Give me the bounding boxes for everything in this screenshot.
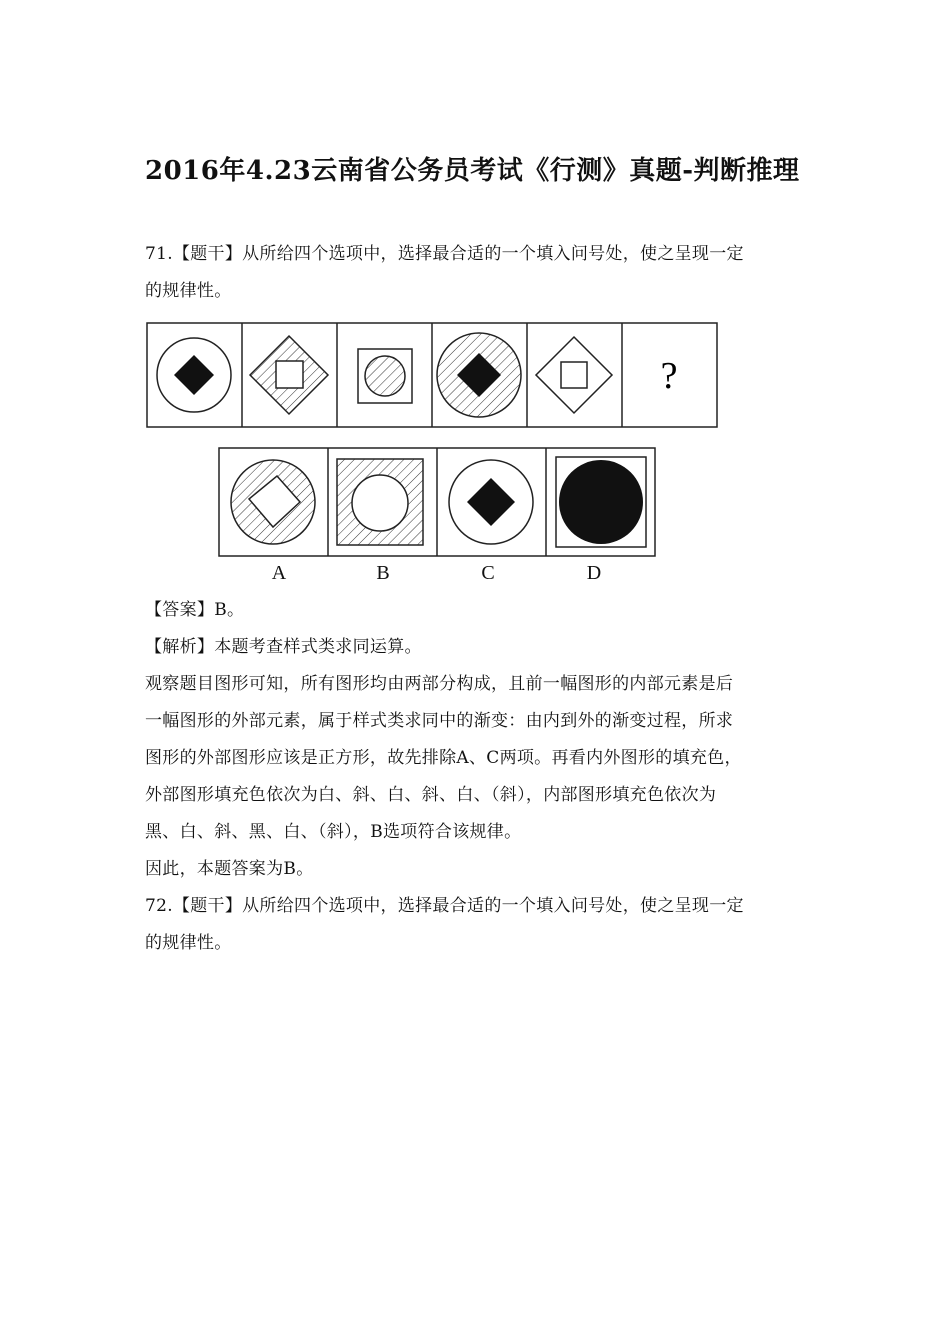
option-b-figure[interactable] [337,459,423,545]
page-title: 2016年4.23云南省公务员考试《行测》真题-判断推理 [145,156,800,186]
analysis-heading: 【解析】本题考查样式类求同运算。 [145,637,422,657]
option-a-label[interactable]: A [271,562,287,584]
analysis-line: 黑、白、斜、黑、白、（斜），B选项符合该规律。 [145,822,522,842]
q71-options-figure [218,447,658,559]
question-mark: ? [660,355,678,397]
option-b-label[interactable]: B [376,562,390,584]
option-c-label[interactable]: C [481,562,495,584]
seq-figure-3 [358,349,412,403]
analysis-line: 外部图形填充色依次为白、斜、白、斜、白、（斜），内部图形填充色依次为 [145,785,717,805]
q72-stem-line2: 的规律性。 [145,933,232,953]
answer-text: 【答案】B。 [145,600,245,620]
q71-answer-section [145,592,815,962]
seq-figure-4 [437,333,521,417]
analysis-line: 一幅图形的外部元素，属于样式类求同中的渐变：由内到外的渐变过程，所求 [145,711,734,731]
seq-figure-1 [157,338,231,412]
q71-stem [145,236,815,310]
conclusion-text: 因此，本题答案为B。 [145,859,314,879]
option-a-figure[interactable] [231,460,315,544]
q71-stem-line1: 71.【题干】从所给四个选项中，选择最合适的一个填入问号处，使之呈现一定 [145,244,744,264]
analysis-line: 观察题目图形可知，所有图形均由两部分构成，且前一幅图形的内部元素是后 [145,674,734,694]
option-d-label[interactable]: D [586,562,602,584]
q71-stem-line2: 的规律性。 [145,281,232,301]
analysis-line: 图形的外部图形应该是正方形，故先排除A、C两项。再看内外图形的填充色， [145,748,742,768]
option-c-figure[interactable] [449,460,533,544]
option-d-figure[interactable] [556,457,646,547]
q71-sequence-figure [146,322,720,430]
q72-stem-line1: 72.【题干】从所给四个选项中，选择最合适的一个填入问号处，使之呈现一定 [145,896,744,916]
